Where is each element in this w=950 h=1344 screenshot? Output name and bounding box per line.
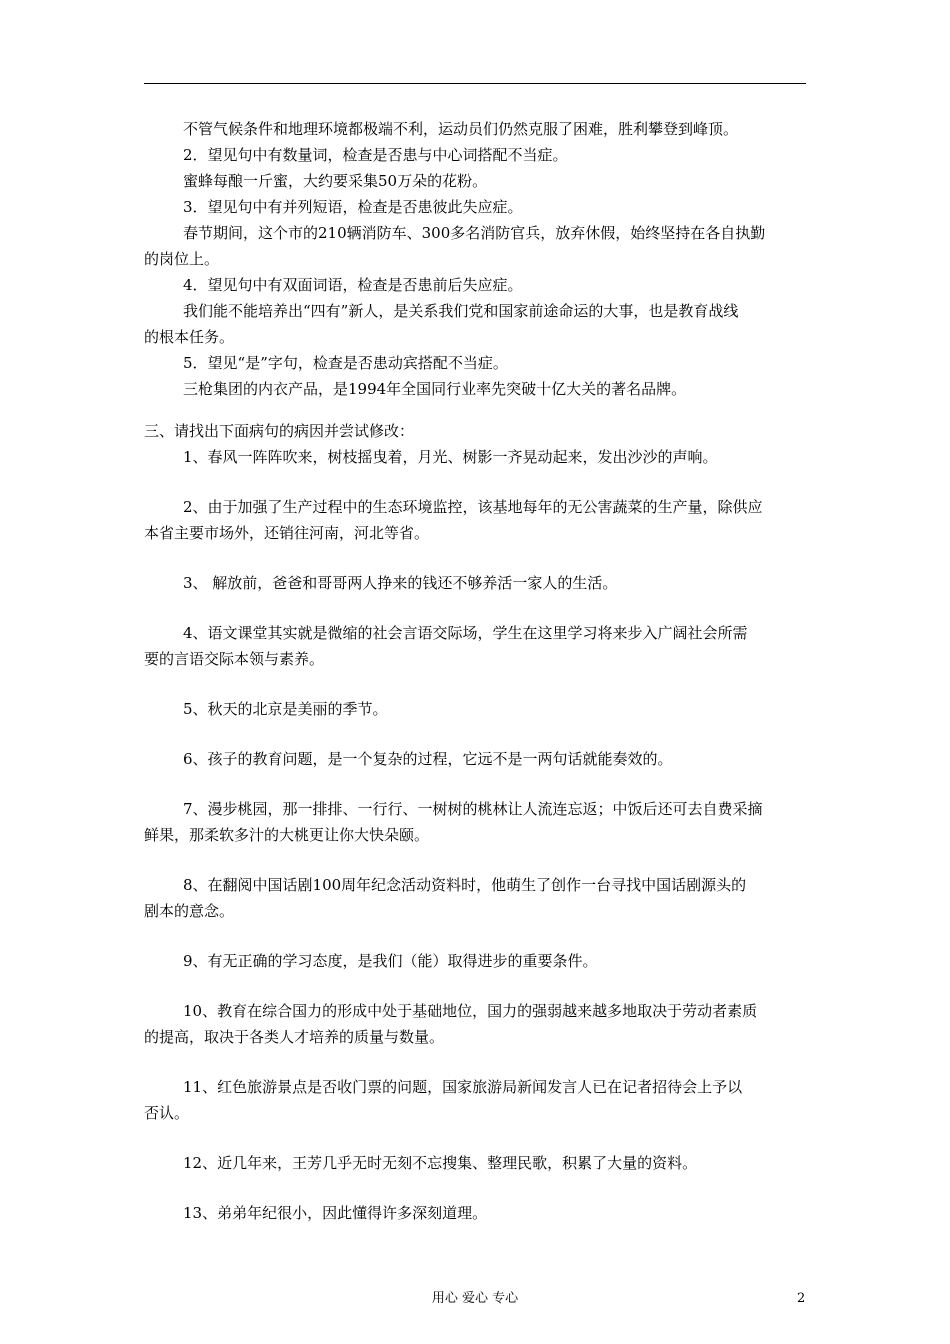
exercise-item: 10、教育在综合国力的形成中处于基础地位，国力的强弱越来越多地取决于劳动者素质 [183,1002,758,1020]
exercise-item-cont: 本省主要市场外，还销往河南，河北等省。 [144,524,430,542]
text-line: 不管气候条件和地理环境都极端不利，运动员们仍然克服了困难，胜利攀登到峰顶。 [183,120,739,138]
text-line: 3．望见句中有并列短语，检查是否患彼此失应症。 [183,198,523,216]
exercise-item: 7、漫步桃园，那一排排、一行行、一树树的桃林让人流连忘返；中饭后还可去自费采摘 [183,800,763,818]
exercise-item: 4、语文课堂其实就是微缩的社会言语交际场，学生在这里学习将来步入广阔社会所需 [183,624,748,642]
section-heading: 三、请找出下面病句的病因并尝试修改： [144,422,415,440]
exercise-item: 1、春风一阵阵吹来，树枝摇曳着，月光、树影一齐晃动起来，发出沙沙的声响。 [183,448,718,466]
exercise-item-cont: 鲜果，那柔软多汁的大桃更让你大快朵颐。 [144,826,430,844]
exercise-item-cont: 要的言语交际本领与素养。 [144,650,325,668]
text-line: 三枪集团的内衣产品，是1994年全国同行业率先突破十亿大关的著名品牌。 [183,380,687,398]
text-line: 2．望见句中有数量词，检查是否患与中心词搭配不当症。 [183,146,568,164]
exercise-item: 9、有无正确的学习态度，是我们（能）取得进步的重要条件。 [183,952,598,970]
exercise-item: 12、近几年来，王芳几乎无时无刻不忘搜集、整理民歌，积累了大量的资料。 [183,1154,698,1172]
exercise-item: 2、由于加强了生产过程中的生态环境监控，该基地每年的无公害蔬菜的生产量，除供应 [183,498,763,516]
text-line: 春节期间，这个市的210辆消防车、300多名消防官兵，放弃休假，始终坚持在各自执勤 [183,224,766,242]
header-rule [144,83,806,84]
exercise-item: 3、 解放前，爸爸和哥哥两人挣来的钱还不够养活一家人的生活。 [183,574,618,592]
exercise-item: 5、秋天的北京是美丽的季节。 [183,700,388,718]
page-number: 2 [797,1291,806,1306]
exercise-item-cont: 的提高，取决于各类人才培养的质量与数量。 [144,1028,445,1046]
text-line: 4．望见句中有双面词语，检查是否患前后失应症。 [183,276,523,294]
exercise-item-cont: 剧本的意念。 [144,902,235,920]
text-line: 5．望见“是”字句，检查是否患动宾搭配不当症。 [183,354,508,372]
exercise-item-cont: 否认。 [144,1104,190,1122]
exercise-item: 11、红色旅游景点是否收门票的问题，国家旅游局新闻发言人已在记者招待会上予以 [183,1078,743,1096]
exercise-item: 8、在翻阅中国话剧100周年纪念活动资料时，他萌生了创作一台寻找中国话剧源头的 [183,876,747,894]
exercise-item: 13、弟弟年纪很小，因此懂得许多深刻道理。 [183,1204,488,1222]
footer-motto: 用心 爱心 专心 [431,1291,519,1306]
text-line: 的岗位上。 [144,250,220,268]
exercise-item: 6、孩子的教育问题，是一个复杂的过程，它远不是一两句话就能奏效的。 [183,750,673,768]
document-body [144,116,808,1226]
text-line: 蜜蜂每酿一斤蜜，大约要采集50万朵的花粉。 [183,172,488,190]
text-line: 的根本任务。 [144,328,235,346]
text-line: 我们能不能培养出“四有”新人，是关系我们党和国家前途命运的大事，也是教育战线 [183,302,739,320]
